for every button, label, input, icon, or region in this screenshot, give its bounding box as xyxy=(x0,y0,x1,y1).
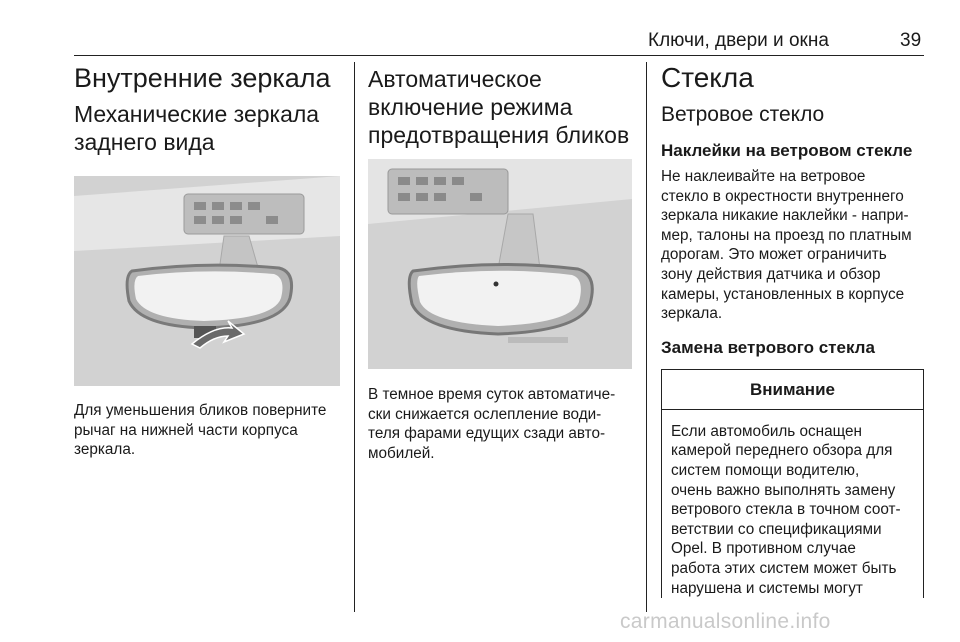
header-rule xyxy=(74,55,924,56)
warning-notice-title: Внимание xyxy=(662,370,923,410)
subheading-windshield: Ветровое стекло xyxy=(661,103,825,126)
figure-auto-dimming-mirror xyxy=(368,159,632,369)
warning-notice-text: Если автомобиль оснащен камерой переднего обзора для систем помощи водителю, очень важно выполнять замену ветрового стекла в точном соот- ветствии со спецификациями Opel. В противном случае работа этих систем может быть нарушена и системы могут xyxy=(671,422,901,597)
title-windshield-replacement: Замена ветрового стекла xyxy=(661,337,875,357)
page-number: 39 xyxy=(900,30,922,51)
figure-manual-mirror xyxy=(74,176,340,386)
text-windshield-stickers: Не наклеивайте на ветровое стекло в окрестности внутреннего зеркала никакие наклейки - напри- мер, талоны на проезд по платным дорогам. Это может ограничить зону действия датчика и обзор камеры, установленных в корпусе зеркала. xyxy=(661,168,912,323)
section-heading-interior-mirrors: Внутренние зеркала xyxy=(74,63,331,93)
column-1 xyxy=(74,62,340,460)
page-header-title: Ключи, двери и окна xyxy=(648,30,829,51)
column-2 xyxy=(368,62,632,463)
section-heading-glass: Стекла xyxy=(661,62,754,93)
caption-auto-dimming: В темное время суток автоматиче- ски снижается ослепление води- теля фарами едущих сзади авто- мобилей. xyxy=(368,386,616,462)
watermark: carmanualsonline.info xyxy=(620,610,831,633)
title-windshield-stickers: Наклейки на ветровом стекле xyxy=(661,141,913,160)
warning-notice xyxy=(661,369,924,598)
column-divider-2 xyxy=(646,62,647,612)
section-heading-auto-dimming: Автоматическое включение режима предотвращения бликов xyxy=(368,66,630,148)
subheading-manual-mirror: Механические зеркала заднего вида xyxy=(74,101,320,155)
column-divider-1 xyxy=(354,62,355,612)
column-3 xyxy=(661,62,924,598)
caption-manual-mirror: Для уменьшения бликов поверните рычаг на нижней части корпуса зеркала. xyxy=(74,402,327,459)
